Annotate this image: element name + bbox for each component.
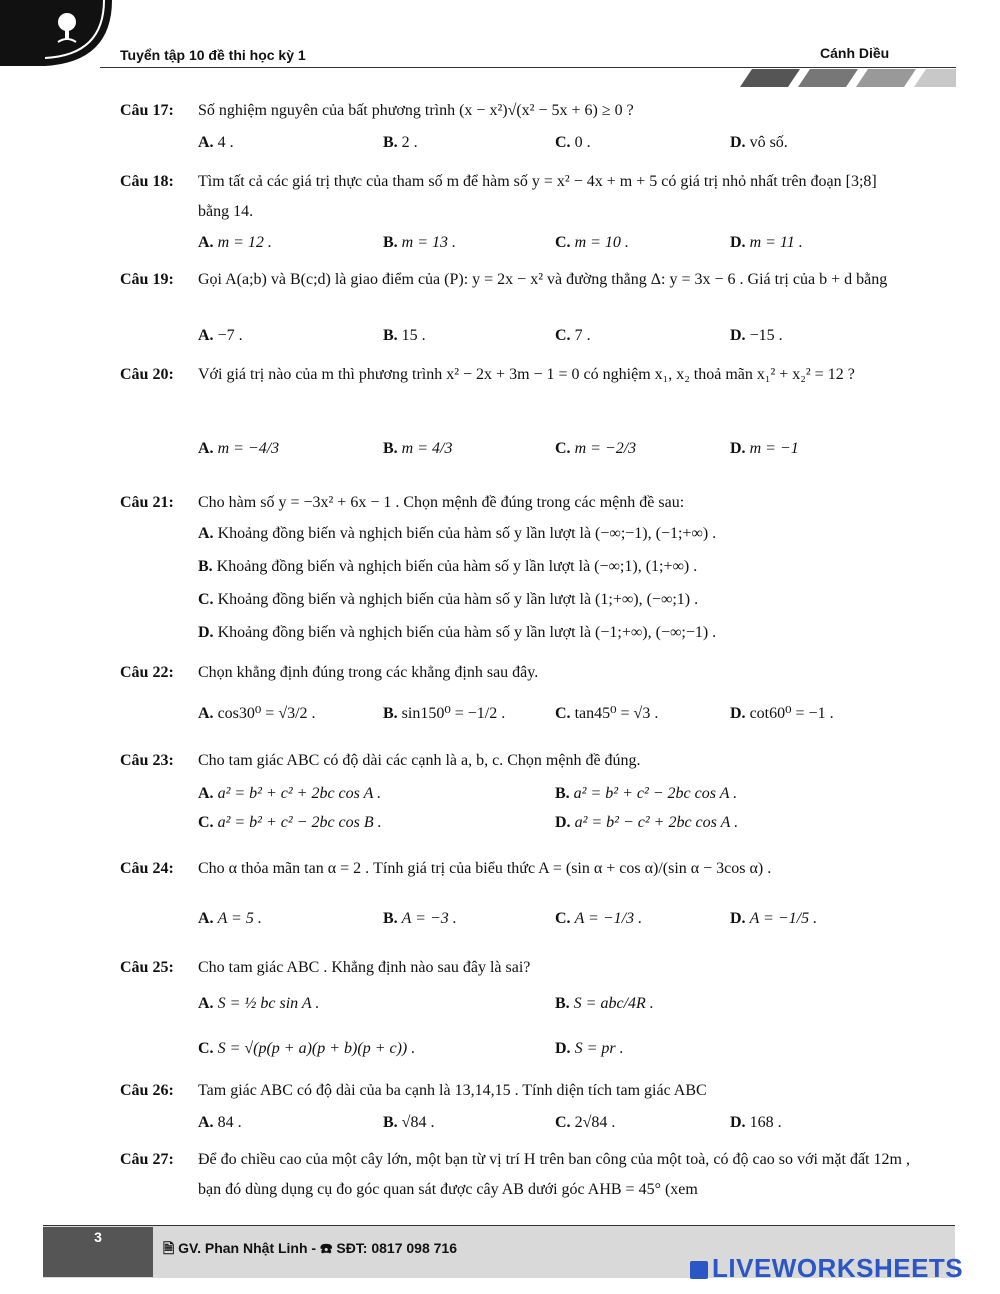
option-b[interactable]: B. S = abc/4R . <box>555 995 654 1012</box>
option-b[interactable]: B. 2 . <box>383 134 418 151</box>
question-26 <box>120 1076 910 1140</box>
question-text: Tìm tất cả các giá trị thực của tham số m để hàm số y = x² − 4x + m + 5 có giá trị nhỏ nhất trên đoạn [3;8] bằng 14. <box>198 173 877 220</box>
option-d[interactable]: D. m = 11 . <box>730 234 803 251</box>
question-text: Cho tam giác ABC . Khẳng định nào sau đây là sai? <box>198 959 531 976</box>
page-number: 3 <box>43 1227 153 1277</box>
header-corner-logo <box>0 0 115 70</box>
option-b[interactable]: B. m = 13 . <box>383 234 457 251</box>
question-text: Cho α thỏa mãn tan α = 2 . Tính giá trị của biểu thức A = (sin α + cos α)/(sin α − 3cos α) . <box>198 860 772 877</box>
option-c[interactable]: C. m = 10 . <box>555 234 629 251</box>
option-c[interactable]: C. S = √(p(p + a)(p + b)(p + c)) . <box>198 1040 416 1057</box>
option-a[interactable]: A. 84 . <box>198 1114 242 1131</box>
option-a[interactable]: A. m = −4/3 <box>198 440 280 457</box>
liveworksheets-logo[interactable]: LIVEWORKSHEETS <box>690 1253 963 1284</box>
question-text: Gọi A(a;b) và B(c;d) là giao điểm của (P): y = 2x − x² và đường thẳng Δ: y = 3x − 6 . Giá trị của b + d bằng <box>198 271 888 288</box>
question-21 <box>120 488 910 648</box>
option-b[interactable]: B. Khoảng đồng biến và nghịch biến của hàm số y lần lượt là (−∞;1), (1;+∞) . <box>198 558 698 575</box>
option-a[interactable]: A. m = 12 . <box>198 234 272 251</box>
header-subject: Cánh Diều <box>820 45 890 61</box>
document-icon: 🗎 <box>163 1240 175 1256</box>
option-d[interactable]: D. 168 . <box>730 1114 782 1131</box>
option-a[interactable]: A. S = ½ bc sin A . <box>198 995 320 1012</box>
option-a[interactable]: A. −7 . <box>198 327 243 344</box>
option-a[interactable]: A. a² = b² + c² + 2bc cos A . <box>198 785 382 802</box>
option-c[interactable]: C. tan45⁰ = √3 . <box>555 705 659 722</box>
question-text: Cho tam giác ABC có độ dài các cạnh là a, b, c. Chọn mệnh đề đúng. <box>198 752 641 769</box>
option-a[interactable]: A. A = 5 . <box>198 910 262 927</box>
question-text: Tam giác ABC có độ dài của ba cạnh là 13,14,15 . Tính diện tích tam giác ABC <box>198 1082 707 1099</box>
option-b[interactable]: B. A = −3 . <box>383 910 457 927</box>
question-number: Câu 25: <box>120 959 174 976</box>
option-c[interactable]: C. m = −2/3 <box>555 440 637 457</box>
question-text: Số nghiệm nguyên của bất phương trình (x − x²)√(x² − 5x + 6) ≥ 0 ? <box>198 102 634 119</box>
header-rule <box>100 67 956 68</box>
option-d[interactable]: D. vô số. <box>730 134 788 151</box>
option-a[interactable]: A. Khoảng đồng biến và nghịch biến của hàm số y lần lượt là (−∞;−1), (−1;+∞) . <box>198 525 717 542</box>
option-b[interactable]: B. m = 4/3 <box>383 440 453 457</box>
option-c[interactable]: C. Khoảng đồng biến và nghịch biến của hàm số y lần lượt là (1;+∞), (−∞;1) . <box>198 591 699 608</box>
question-text: Để đo chiều cao của một cây lớn, một bạn từ vị trí H trên ban công của một toà, có độ cao so với mặt đất 12m , bạn đó dùng dụng cụ đo góc quan sát được cây AB dưới góc AHB = 45° (xem <box>198 1151 910 1198</box>
question-number: Câu 19: <box>120 271 174 288</box>
question-number: Câu 21: <box>120 494 174 511</box>
option-d[interactable]: D. m = −1 <box>730 440 799 457</box>
option-b[interactable]: B. √84 . <box>383 1114 435 1131</box>
option-a[interactable]: A. 4 . <box>198 134 234 151</box>
question-number: Câu 27: <box>120 1151 174 1168</box>
question-text: Cho hàm số y = −3x² + 6x − 1 . Chọn mệnh đề đúng trong các mệnh đề sau: <box>198 494 685 511</box>
question-number: Câu 18: <box>120 173 174 190</box>
question-text: Với giá trị nào của m thì phương trình x² − 2x + 3m − 1 = 0 có nghiệm x₁, x₂ thoả mãn x₁² + x₂² = 12 ? <box>198 366 855 383</box>
question-17 <box>120 96 910 160</box>
question-number: Câu 22: <box>120 664 174 681</box>
question-number: Câu 26: <box>120 1082 174 1099</box>
question-23 <box>120 746 910 838</box>
question-number: Câu 17: <box>120 102 174 119</box>
footer-author: 🗎 GV. Phan Nhật Linh - ☎ SĐT: 0817 098 716 <box>163 1240 457 1256</box>
question-18 <box>120 167 910 259</box>
question-24 <box>120 854 910 944</box>
option-c[interactable]: C. 0 . <box>555 134 591 151</box>
liveworksheets-icon <box>690 1261 708 1279</box>
question-19 <box>120 265 910 355</box>
option-d[interactable]: D. S = pr . <box>555 1040 624 1057</box>
option-d[interactable]: D. a² = b² − c² + 2bc cos A . <box>555 814 739 831</box>
option-c[interactable]: C. 7 . <box>555 327 591 344</box>
option-b[interactable]: B. sin150⁰ = −1/2 . <box>383 705 506 722</box>
option-d[interactable]: D. A = −1/5 . <box>730 910 818 927</box>
option-c[interactable]: C. a² = b² + c² − 2bc cos B . <box>198 814 382 831</box>
question-text: Chọn khẳng định đúng trong các khẳng định sau đây. <box>198 664 539 681</box>
question-25 <box>120 953 910 1068</box>
question-number: Câu 20: <box>120 366 174 383</box>
option-a[interactable]: A. cos30⁰ = √3/2 . <box>198 705 316 722</box>
question-number: Câu 24: <box>120 860 174 877</box>
option-b[interactable]: B. 15 . <box>383 327 426 344</box>
header-stripes <box>740 69 956 89</box>
question-20 <box>120 360 910 480</box>
question-27 <box>120 1145 910 1210</box>
option-d[interactable]: D. −15 . <box>730 327 783 344</box>
option-c[interactable]: C. A = −1/3 . <box>555 910 643 927</box>
header-title: Tuyển tập 10 đề thi học kỳ 1 <box>120 47 306 63</box>
option-d[interactable]: D. cot60⁰ = −1 . <box>730 705 834 722</box>
question-number: Câu 23: <box>120 752 174 769</box>
option-c[interactable]: C. 2√84 . <box>555 1114 616 1131</box>
question-22 <box>120 658 910 738</box>
option-d[interactable]: D. Khoảng đồng biến và nghịch biến của hàm số y lần lượt là (−1;+∞), (−∞;−1) . <box>198 624 717 641</box>
option-b[interactable]: B. a² = b² + c² − 2bc cos A . <box>555 785 738 802</box>
